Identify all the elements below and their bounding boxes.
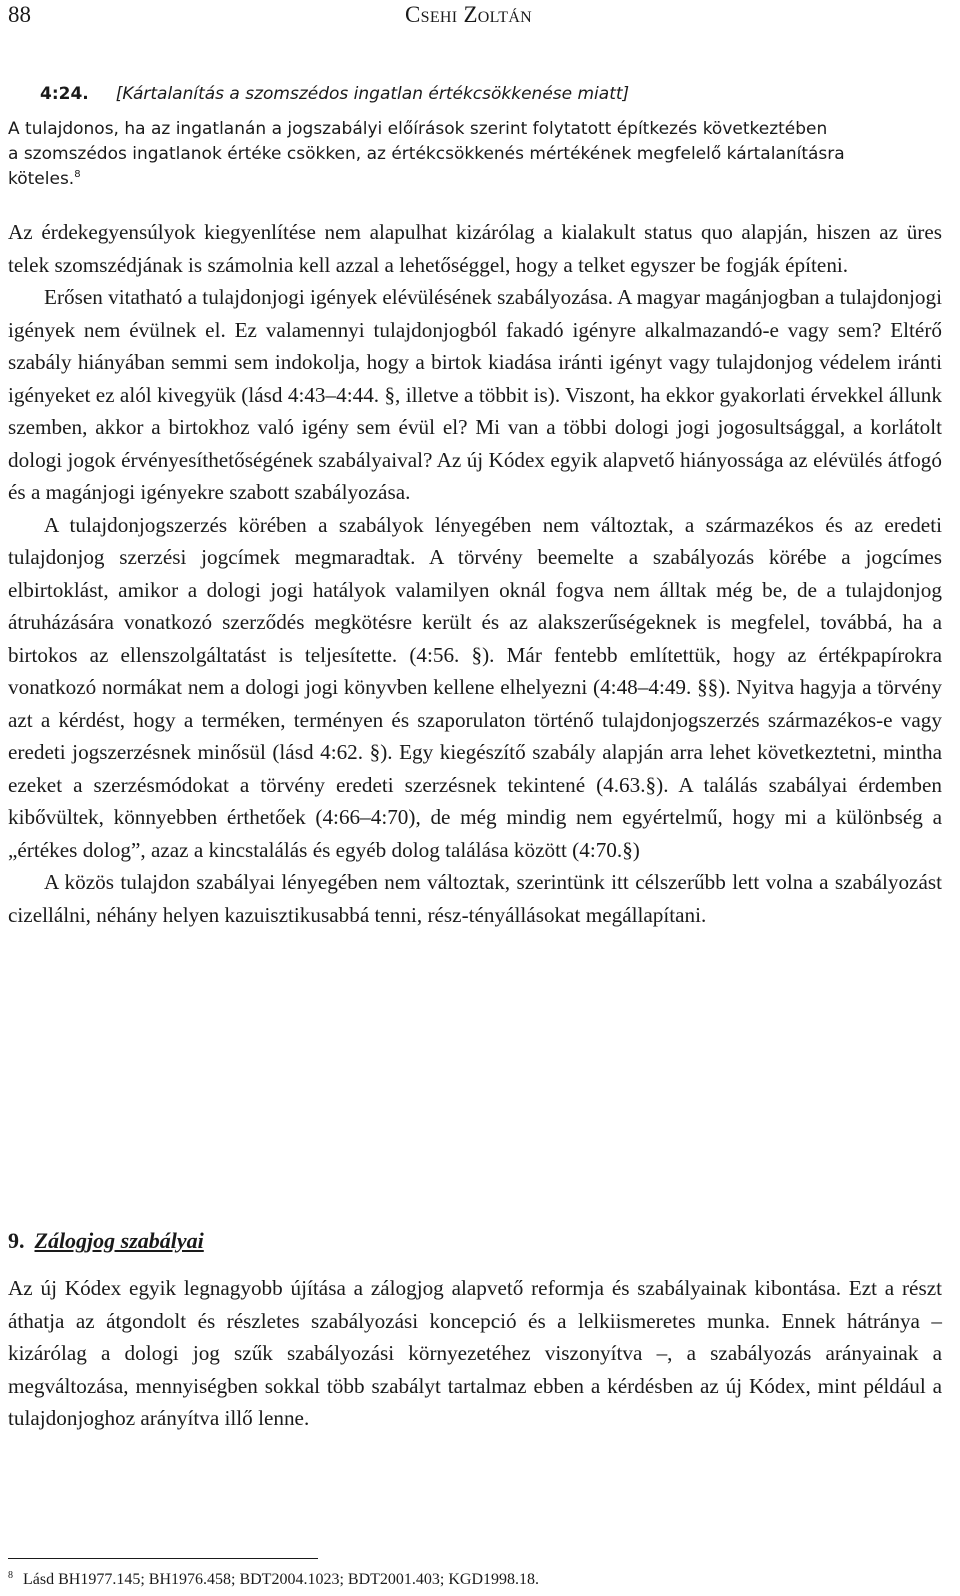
page-number: 88 <box>8 2 31 27</box>
footnote-divider <box>8 1558 318 1559</box>
quoted-line: a szomszédos ingatlanok értéke csökken, az értékcsökkenés mértékének megfelelő kártalanításra <box>8 144 845 164</box>
footnote <box>8 1570 539 1589</box>
footnote-text: Lásd BH1977.145; BH1976.458; BDT2004.1023; BDT2001.403; KGD1998.18. <box>23 1571 539 1588</box>
paragraph: A tulajdonjogszerzés körében a szabályok lényegében nem változtak, a származékos és az eredeti tulajdonjog szerzési jogcímek megmaradtak. A törvény beemelte a szabályozás körébe a jogcímes elbirtoklást, amikor a dologi jogi hatályok valamilyen oknál fogva nem álltak még be, de a tulajdonjog átruházására vonatkozó szerződés megkötésre került és az alakszerűségeknek is megfelel, továbbá, ha a birtokos az ellenszolgáltatást is teljesítette. (4:56. §). Már fentebb említettük, hogy az értékpapírokra vonatkozó normákat nem a dologi jogi könyvben kellene elhelyezni (4:48–4:49. §§). Nyitva hagyja a törvény azt a kérdést, hogy a terméken, terményen és szaporulaton történő tulajdonjogszerzés származékos-e vagy eredeti jogszerzésnek minősül (lásd 4:62. §). Egy kiegészítő szabály alapján arra lehet következtetni, mintha ezeket a szerzésmódokat a törvény eredeti szerzésnek tekintené (4.63.§). A találás szabályai érdemben kibővültek, könnyebben érthetőek (4:66–4:70), de még mindig nem egyértelmű, hogy mi a különbség a „értékes dolog”, azaz a kincstalálás és egyéb dolog találása között (4:70.§) <box>8 512 942 862</box>
quoted-line-last <box>8 167 943 192</box>
quoted-section-title: [Kártalanítás a szomszédos ingatlan értékcsökkenése miatt] <box>115 84 630 104</box>
paragraph: Az új Kódex egyik legnagyobb újítása a zálogjog alapvető reformja és szabályainak kibontása. Ezt a részt áthatja az átgondolt és részletes szabályozási koncepció és a lelkiismeretes munka. Ennek hátránya – kizárólag a dologi jog szűk szabályozási környezetéhez viszonyítva –, a szabályozás arányainak a megváltozása, mennyiségben sokkal több szabályt tartalmaz ebben a kérdésben az új Kódex, mint például a tulajdonjoghoz arányítva illő lenne. <box>8 1276 942 1430</box>
quoted-line: A tulajdonos, ha az ingatlanán a jogszabályi előírások szerint folytatott építkezés következtében <box>8 119 828 139</box>
quoted-section-body <box>8 117 943 192</box>
paragraph: A közös tulajdon szabályai lényegében nem változtak, szerintünk itt célszerűbb lett volna a szabályozást cizellálni, néhány helyen kazuisztikusabbá tenni, rész-tényállásokat megállapítani. <box>8 870 942 927</box>
section-text <box>8 1272 942 1435</box>
quoted-last-text: köteles. <box>8 169 75 189</box>
paragraph: Erősen vitatható a tulajdonjogi igények elévülésének szabályozása. A magyar magánjogban a tulajdonjogi igények nem évülnek el. Ez valamennyi tulajdonjogból fakadó igényre alkalmazandó-e vagy sem? Eltérő szabály hiányában semmi sem indokolja, hogy a birtok kiadása iránti igényt vagy tulajdonjog védelem iránti igényeket ez alól kivegyük (lásd 4:43–4:44. §, illetve a többit is). Viszont, ha ekkor gyakorlati érvekkel állunk szemben, akkor a birtokhoz való igény sem évül el? Mi van a többi dologi jogi jogosultsággal, a korlátolt dologi jogok érvényesíthetőségének szabályaival? Az új Kódex egyik alapvető hiányossága az elévülés átfogó és a magánjogi igényekre szabott szabályozása. <box>8 285 942 504</box>
main-text <box>8 216 942 931</box>
quoted-section-number: 4:24. <box>40 84 89 104</box>
section-number: 9. <box>8 1228 25 1253</box>
footnote-mark: 8 <box>8 1570 13 1581</box>
section-heading <box>8 1228 204 1254</box>
quoted-section-heading <box>40 84 629 104</box>
running-title: Csehi Zoltán <box>405 2 533 27</box>
footnote-reference[interactable]: 8 <box>74 169 81 180</box>
running-head <box>8 2 948 32</box>
section-title: Zálogjog szabályai <box>34 1228 204 1253</box>
paragraph: Az érdekegyensúlyok kiegyenlítése nem alapulhat kizárólag a kialakult status quo alapján, hiszen az üres telek szomszédjának is számolnia kell azzal a lehetőséggel, hogy a telket egyszer be fogják építeni. <box>8 220 942 277</box>
